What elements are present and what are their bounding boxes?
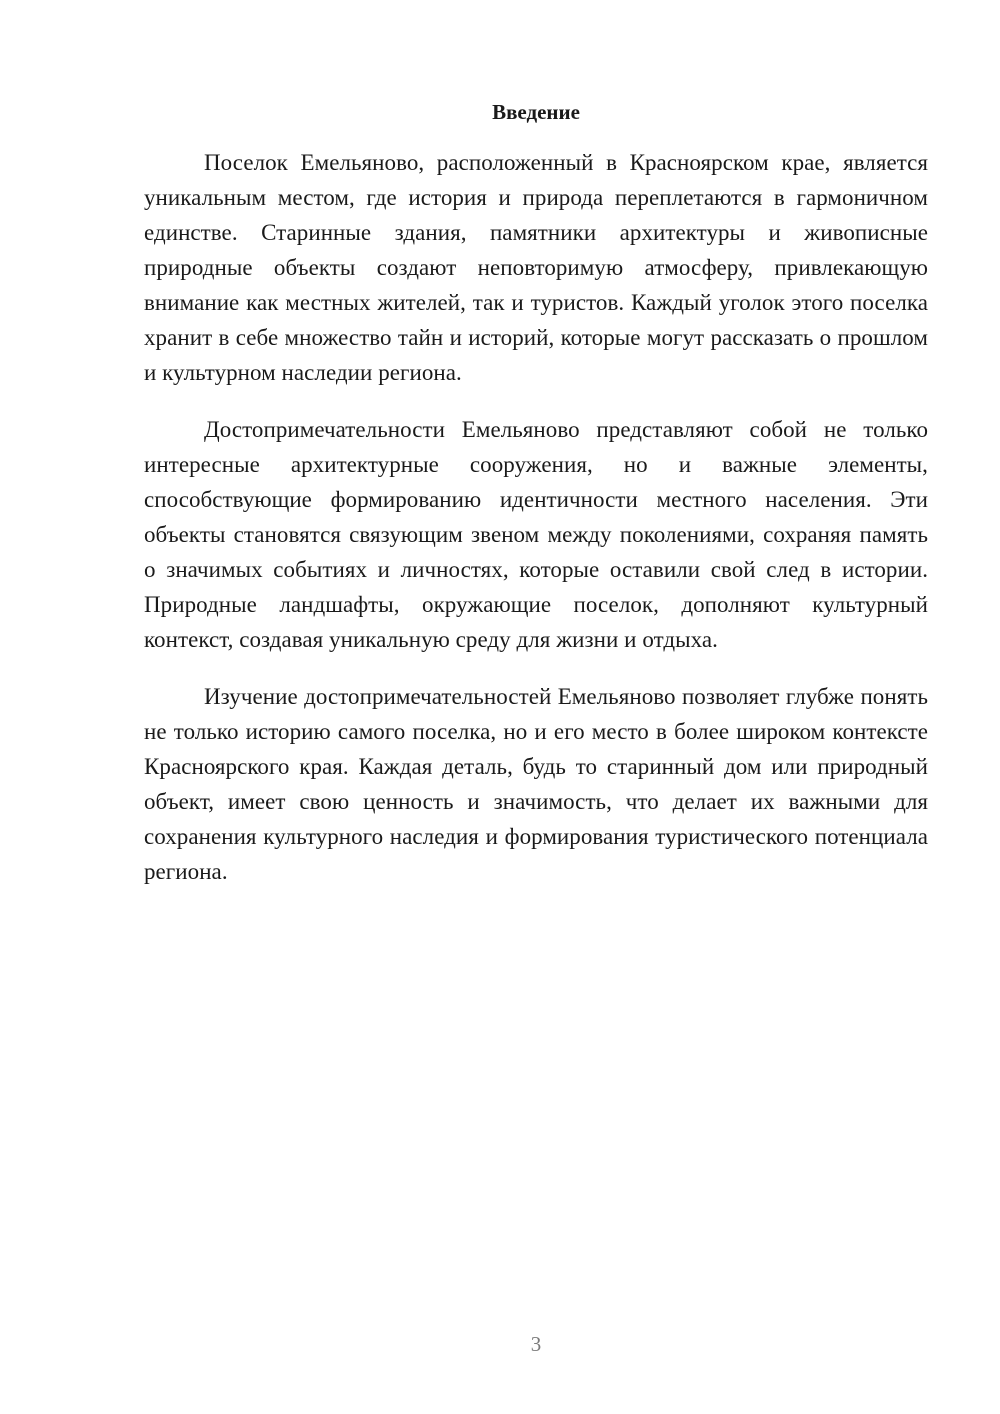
page-number: 3 xyxy=(530,1332,542,1356)
paragraph-3: Изучение достопримечательностей Емельяново позволяет глубже понять не только историю самого поселка, но и его место в более широком контексте Красноярского края. Каждая деталь, будь то старинный дом или природный объект, имеет свою ценность и значимость, что делает их важными для сохранения культурного наследия и формирования туристического потенциала региона. xyxy=(144,684,928,884)
section-heading: Введение xyxy=(492,100,580,124)
paragraph-1: Поселок Емельяново, расположенный в Красноярском крае, является уникальным местом, где история и природа переплетаются в гармоничном единстве. Старинные здания, памятники архитектуры и живописные природные объекты создают неповторимую атмосферу, привлекающую внимание как местных жителей, так и туристов. Каждый уголок этого поселка хранит в себе множество тайн и историй, которые могут рассказать о прошлом и культурном наследии региона. xyxy=(144,150,928,385)
body-text xyxy=(144,145,928,911)
paragraph-2: Достопримечательности Емельяново представляют собой не только интересные архитектурные сооружения, но и важные элементы, способствующие формированию идентичности местного населения. Эти объекты становятся связующим звеном между поколениями, сохраняя память о значимых событиях и личностях, которые оставили свой след в истории. Природные ландшафты, окружающие поселок, дополняют культурный контекст, создавая уникальную среду для жизни и отдыха. xyxy=(144,417,928,652)
